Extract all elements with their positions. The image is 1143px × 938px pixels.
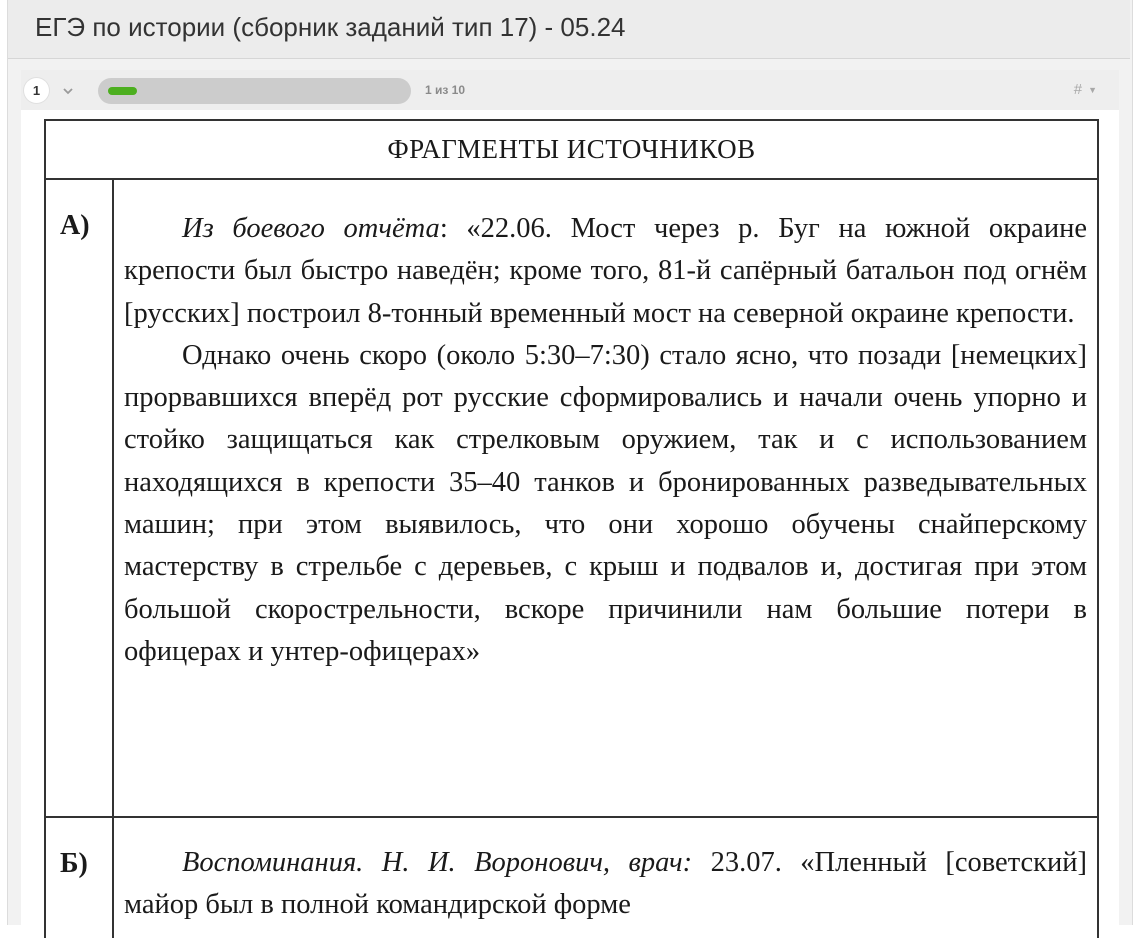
progress-bar	[98, 78, 411, 104]
fragment-a-para1: : «22.06. Мост через р. Буг на южной окраине крепости был быстро наведён; кроме того, 81-й сапёрный батальон под огнём [русских] построил 8-тонный временный мост на северной окраине крепости.	[124, 213, 1087, 329]
fragment-a-text	[114, 180, 1097, 816]
title-bar	[8, 0, 1130, 59]
page-selector[interactable]	[24, 78, 75, 103]
fragment-b	[46, 818, 1097, 938]
fragment-a-source: Из боевого отчёта	[182, 213, 440, 244]
hash-icon: #	[1073, 81, 1083, 98]
fragment-a	[46, 180, 1097, 818]
fragment-b-source: Воспоминания. Н. И. Воронович, врач:	[182, 847, 693, 878]
fragment-a-paragraph-1	[124, 208, 1087, 335]
viewer-panel	[21, 70, 1119, 925]
document-heading: ФРАГМЕНТЫ ИСТОЧНИКОВ	[46, 121, 1097, 180]
page-title: ЕГЭ по истории (сборник заданий тип 17) - 05.24	[35, 12, 626, 42]
fragment-b-text	[114, 818, 1097, 938]
chevron-down-icon[interactable]	[61, 84, 75, 98]
fragment-b-body: 23.07. «Пленный [советский] майор был в полной командирской форме	[124, 847, 1087, 921]
document-page	[44, 119, 1099, 938]
progress-fill	[108, 87, 137, 95]
fragment-b-letter: Б)	[46, 818, 114, 938]
viewer-toolbar	[21, 70, 1119, 110]
hash-menu-button[interactable]	[1074, 81, 1097, 98]
progress-label: 1 из 10	[425, 83, 466, 97]
caret-down-icon: ▼	[1088, 84, 1097, 95]
fragment-b-paragraph	[124, 842, 1087, 927]
page-number[interactable]: 1	[24, 78, 49, 103]
fragment-a-letter: А)	[46, 180, 114, 816]
fragment-a-paragraph-2: Однако очень скоро (около 5:30–7:30) стало ясно, что позади [немецких] прорвавшихся вперёд рот русские сформировались и начали очень упорно и стойко защищаться как стрелковым оружием, так и с использованием находящихся в крепости 35–40 танков и бронированных разведывательных машин; при этом выявилось, что они хорошо обучены снайперскому мастерству в стрельбе с деревьев, с крыш и подвалов и, достигая при этом большой скорострельности, вскоре причинили нам большие потери в офицерах и унтер-офицерах»	[124, 339, 1087, 667]
